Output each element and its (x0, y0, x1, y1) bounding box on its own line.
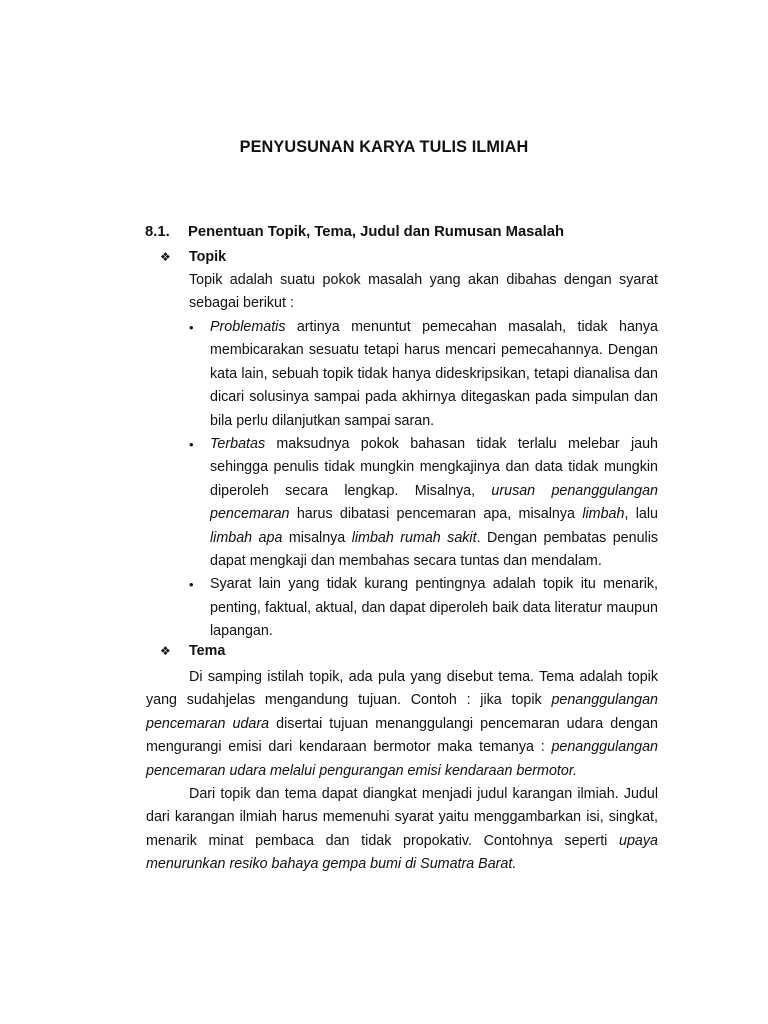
list-item (189, 316, 658, 433)
bullet-text: artinya menuntut pemecahan masalah, tidak hanya membicarakan sesuatu tetapi harus mencari pemecahannya. Dengan kata lain, sebuah topik tidak hanya dideskripsikan, tetapi dianalisa dan dicari solusinya sampai pada akhirnya ditegaskan pada simpulan dan bila perlu dilanjutkan sampai saran. (210, 319, 658, 429)
topik-intro: Topik adalah suatu pokok masalah yang akan dibahas dengan syarat sebagai berikut : (189, 272, 658, 312)
bullet-emphasis: limbah apa (210, 529, 283, 546)
subheading-topik-label: Topik (189, 249, 227, 265)
judul-text: Dari topik dan tema dapat diangkat menjadi judul karangan ilmiah. Judul dari karangan ilmiah harus memenuhi syarat yaitu menggambarkan isi, singkat, menarik minat pembaca dan tidak propokativ. Contohnya seperti (146, 786, 658, 849)
document-title: PENYUSUNAN KARYA TULIS ILMIAH (239, 138, 529, 156)
bullet-text: . Dengan pembatas penulis dapat mengkaji dan membahas secara tuntas dan mendalam. (210, 529, 659, 570)
bullet-dot-icon: • (189, 437, 194, 453)
bullet-text: harus dibatasi pencemaran apa, misalnya (289, 506, 583, 523)
bullet-dot-icon: • (189, 577, 194, 593)
bullet-emphasis: limbah rumah sakit (351, 529, 477, 546)
judul-paragraph (146, 783, 658, 877)
topik-bullet-list (189, 316, 658, 644)
bullet-emphasis: limbah (582, 506, 625, 523)
tema-text: Di samping istilah topik, ada pula yang disebut tema. Tema adalah topik yang sudahjelas mengandung tujuan. Contoh : jika topik (146, 669, 658, 709)
bullet-dot-icon: • (189, 320, 194, 335)
tema-text: disertai tujuan menanggulangi pencemaran udara dengan mengurangi emisi dari kendaraan bermotor maka temanya : (146, 715, 658, 756)
bullet-text: misalnya (282, 529, 352, 546)
section-heading (145, 224, 564, 240)
bullet-term: Terbatas (210, 436, 266, 453)
bullet-text: maksudnya pokok bahasan tidak terlalu melebar jauh sehingga penulis tidak mungkin mengkajinya dan data tidak mungkin diperoleh secara lengkap. Misalnya, (210, 436, 658, 499)
section-heading-text: Penentuan Topik, Tema, Judul dan Rumusan Masalah (188, 224, 565, 240)
tema-paragraph (146, 666, 658, 783)
diamond-bullet-icon: ❖ (160, 250, 171, 264)
bullet-emphasis: urusan penanggulangan pencemaran (210, 482, 658, 523)
bullet-text: , lalu (624, 506, 659, 523)
tema-emphasis: penanggulangan pencemaran udara (146, 692, 658, 732)
subheading-topik (160, 249, 226, 265)
list-item (189, 573, 658, 643)
diamond-bullet-icon: ❖ (160, 644, 171, 658)
subheading-tema-label: Tema (189, 643, 226, 659)
section-number: 8.1. (145, 224, 170, 240)
subheading-tema (160, 643, 225, 659)
bullet-term: Problematis (210, 319, 286, 335)
list-item (189, 433, 658, 573)
bullet-text: Syarat lain yang tidak kurang pentingnya adalah topik itu menarik, penting, faktual, aktual, dan dapat diperoleh baik data literatur maupun lapangan. (210, 576, 658, 640)
judul-emphasis: upaya menurunkan resiko bahaya gempa bumi di Sumatra Barat. (146, 832, 658, 873)
tema-emphasis: penanggulangan pencemaran udara melalui pengurangan emisi kendaraan bermotor. (146, 739, 658, 779)
